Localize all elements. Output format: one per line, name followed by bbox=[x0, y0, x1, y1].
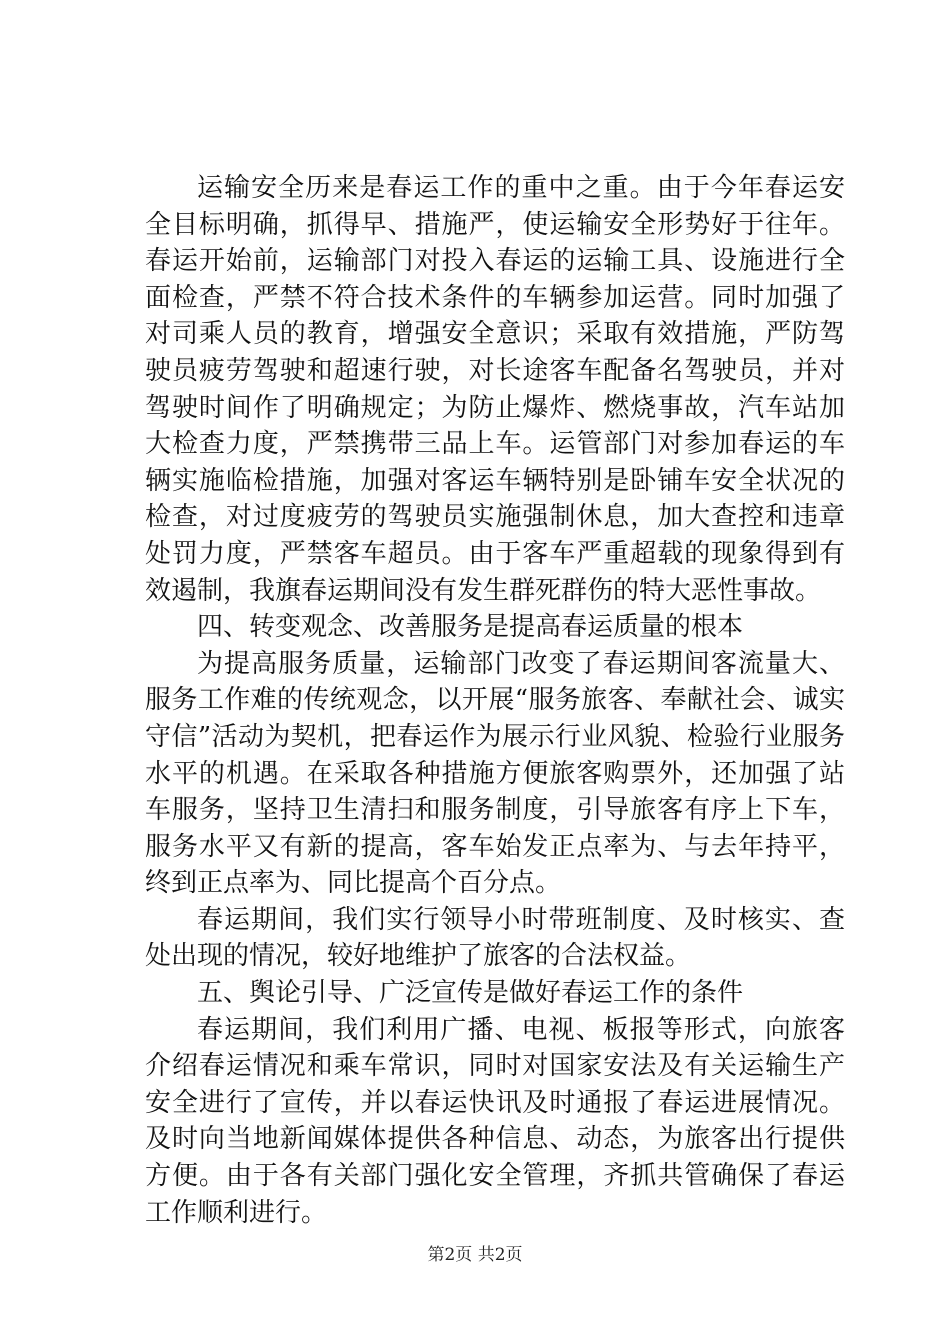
section-heading-service: 四、转变观念、改善服务是提高春运质量的根本 bbox=[197, 612, 744, 643]
paragraph-leadership: 春运期间，我们实行领导小时带班制度、及时核实、查处出现的情况，较好地维护了旅客的合法权益。 bbox=[145, 904, 845, 972]
section-heading-publicity: 五、舆论引导、广泛宣传是做好春运工作的条件 bbox=[197, 978, 744, 1009]
paragraph-publicity: 春运期间，我们利用广播、电视、板报等形式，向旅客介绍春运情况和乘车常识，同时对国家安法及有关运输生产安全进行了宣传，并以春运快讯及时通报了春运进展情况。及时向当地新闻媒体提供各种信息、动态，为旅客出行提供方便。由于各有关部门强化安全管理，齐抓共管确保了春运工作顺利进行。 bbox=[145, 1014, 845, 1228]
paragraph-safety: 运输安全历来是春运工作的重中之重。由于今年春运安全目标明确，抓得早、措施严，使运输安全形势好于往年。春运开始前，运输部门对投入春运的运输工具、设施进行全面检查，严禁不符合技术条件的车辆参加运营。同时加强了对司乘人员的教育，增强安全意识；采取有效措施，严防驾驶员疲劳驾驶和超速行驶，对长途客车配备名驾驶员，并对驾驶时间作了明确规定；为防止爆炸、燃烧事故，汽车站加大检查力度，严禁携带三品上车。运管部门对参加春运的车辆实施临检措施，加强对客运车辆特别是卧铺车安全状况的检查，对过度疲劳的驾驶员实施强制休息，加大查控和违章处罚力度，严禁客车超员。由于客车严重超载的现象得到有效遏制，我旗春运期间没有发生群死群伤的特大恶性事故。 bbox=[145, 173, 845, 606]
paragraph-service: 为提高服务质量，运输部门改变了春运期间客流量大、服务工作难的传统观念，以开展“服务旅客、奉献社会、诚实守信”活动为契机，把春运作为展示行业风貌、检验行业服务水平的机遇。在采取各种措施方便旅客购票外，还加强了站车服务，坚持卫生清扫和服务制度，引导旅客有序上下车，服务水平又有新的提高，客车始发正点率为、与去年持平，终到正点率为、同比提高个百分点。 bbox=[145, 648, 845, 899]
document-body bbox=[145, 170, 845, 1231]
page-number: 第2页 共2页 bbox=[427, 1245, 523, 1265]
